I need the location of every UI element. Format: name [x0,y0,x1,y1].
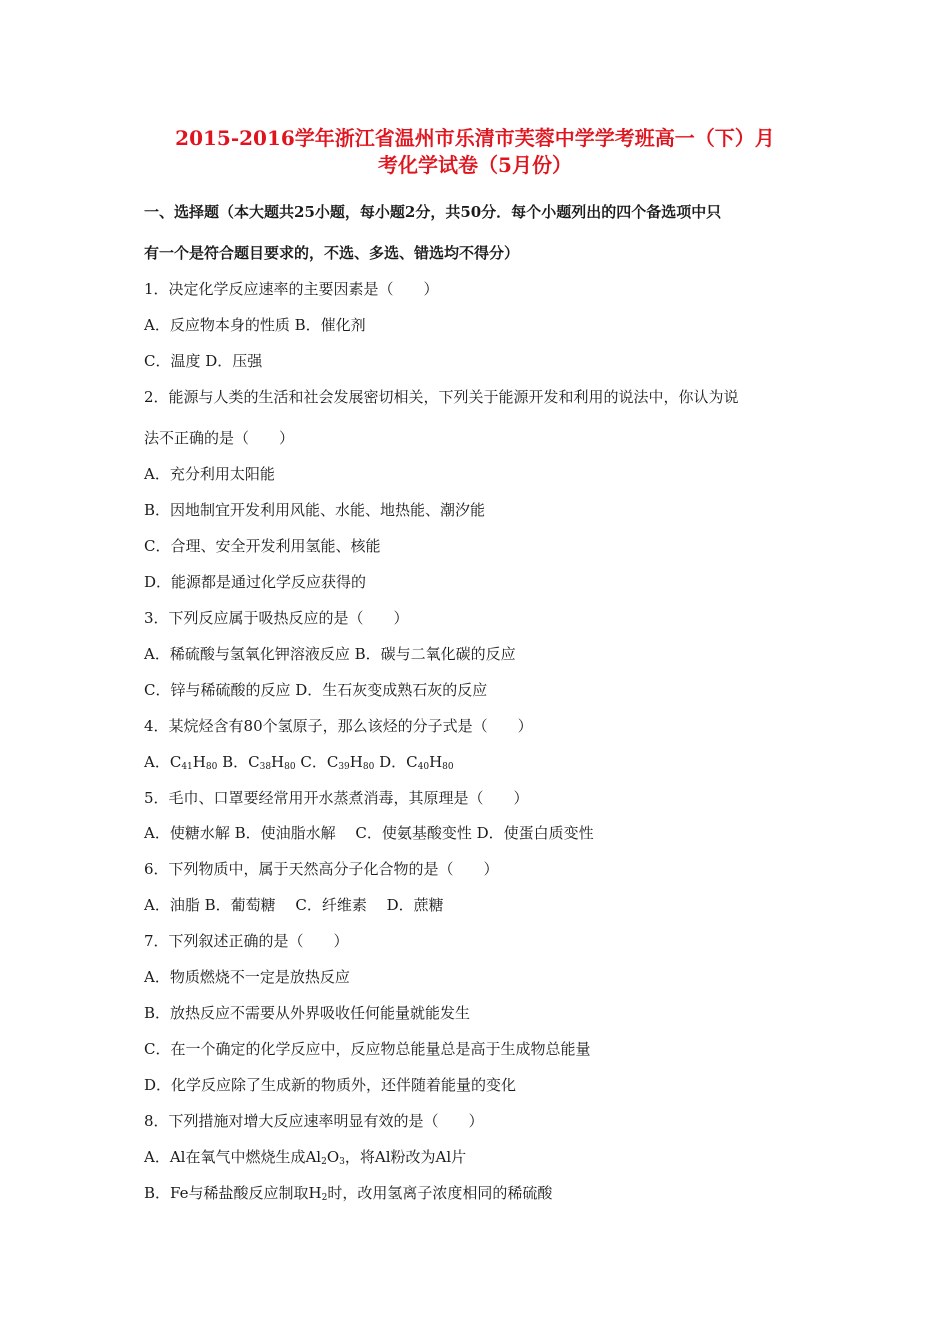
question-4-options [144,752,454,772]
question-6-stem: 6．下列物质中，属于天然高分子化合物的是（ ） [144,860,499,878]
q4-b-c-sub: 38 [259,762,272,772]
q4-b-h: H [271,753,285,771]
q8-b-sub1: 2 [321,1193,328,1203]
q8-b-text2: 时，改用氢离子浓度相同的稀硫酸 [327,1184,553,1202]
q4-d-h-sub: 80 [442,762,454,772]
q4-c-h: H [349,753,363,771]
q8-a-text2: O [326,1148,340,1166]
q4-d-c-sub: 40 [417,762,430,772]
q8-b-text1: B．Fe与稀盐酸反应制取H [144,1184,322,1202]
question-1-options-ab: A．反应物本身的性质 B．催化剂 [144,316,366,334]
q4-b-h-sub: 80 [284,762,296,772]
exam-title-line1: 2015-2016学年浙江省温州市乐清市芙蓉中学学考班高一（下）月 [175,126,775,150]
question-7-option-a: A．物质燃烧不一定是放热反应 [144,968,350,986]
question-7-option-b: B．放热反应不需要从外界吸收任何能量就能发生 [144,1004,471,1022]
q8-a-text3: ，将Al粉改为Al片 [344,1148,467,1166]
q4-d-label: D．C [374,753,418,771]
question-2-option-d: D．能源都是通过化学反应获得的 [144,573,367,591]
q4-c-c-sub: 39 [338,762,350,772]
question-8-option-a [144,1147,466,1167]
question-5-options: A．使糖水解 B．使油脂水解 C．使氨基酸变性 D．使蛋白质变性 [144,824,594,842]
q8-a-text1: A．Al在氧气中燃烧生成Al [144,1148,322,1166]
question-3-stem: 3．下列反应属于吸热反应的是（ ） [144,609,409,627]
question-1-options-cd: C．温度 D．压强 [144,352,263,370]
question-8-option-b [144,1183,552,1203]
exam-title-line2: 考化学试卷（5月份） [378,153,572,177]
q4-a-h-sub: 80 [205,762,218,772]
q4-c-h-sub: 80 [362,762,375,772]
q4-a-label: A．C [144,753,182,771]
question-7-option-c: C．在一个确定的化学反应中，反应物总能量总是高于生成物总能量 [144,1040,591,1058]
q8-a-sub1: 2 [321,1157,327,1167]
question-2-option-b: B．因地制宜开发利用风能、水能、地热能、潮汐能 [144,501,486,519]
q4-d-h: H [429,753,443,771]
question-4-stem: 4．某烷烃含有80个氢原子，那么该烃的分子式是（ ） [144,717,533,735]
q4-a-h: H [192,753,206,771]
q4-a-c-sub: 41 [181,762,193,772]
section-heading-line2: 有一个是符合题目要求的，不选、多选、错选均不得分） [144,244,520,262]
question-1-stem: 1．决定化学反应速率的主要因素是（ ） [144,280,439,298]
question-7-option-d: D．化学反应除了生成新的物质外，还伴随着能量的变化 [144,1076,517,1094]
question-6-options: A．油脂 B．葡萄糖 C．纤维素 D．蔗糖 [144,896,444,914]
q8-a-sub2: 3 [339,1157,345,1167]
section-heading-line1: 一、选择题（本大题共25小题，每小题2分，共50分．每个小题列出的四个备选项中只 [144,203,722,221]
question-7-stem: 7．下列叙述正确的是（ ） [144,932,349,950]
question-2-stem-line1: 2．能源与人类的生活和社会发展密切相关，下列关于能源开发和利用的说法中，你认为说 [144,388,739,406]
question-3-options-ab: A．稀硫酸与氢氧化钾溶液反应 B．碳与二氧化碳的反应 [144,645,516,663]
question-2-option-c: C．合理、安全开发利用氢能、核能 [144,537,381,555]
question-2-option-a: A．充分利用太阳能 [144,465,275,483]
question-8-stem: 8．下列措施对增大反应速率明显有效的是（ ） [144,1112,484,1130]
q4-c-label: C．C [295,753,339,771]
question-2-stem-line2: 法不正确的是（ ） [144,429,295,447]
q4-b-label: B．C [217,753,260,771]
question-3-options-cd: C．锌与稀硫酸的反应 D．生石灰变成熟石灰的反应 [144,681,488,699]
question-5-stem: 5．毛巾、口罩要经常用开水蒸煮消毒，其原理是（ ） [144,789,529,807]
